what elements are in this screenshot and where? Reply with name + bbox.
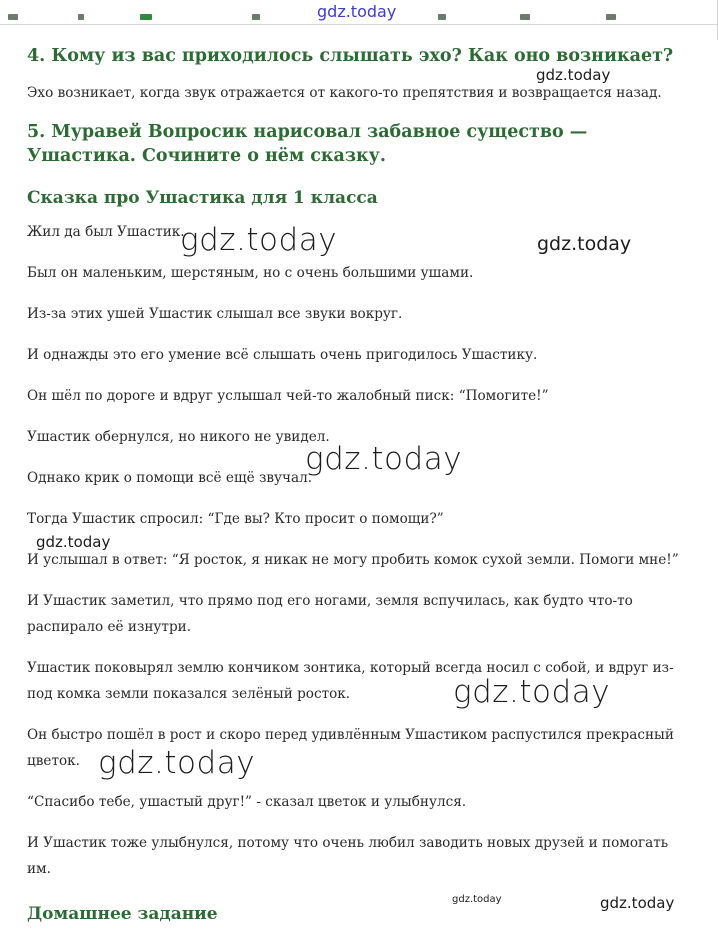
story-paragraph: И Ушастик тоже улыбнулся, потому что очень любил заводить новых друзей и помогать им. <box>27 835 669 877</box>
story-paragraph: Однако крик о помощи всё ещё звучал. <box>27 470 313 486</box>
story-paragraph: И однажды это его умение всё слышать очень пригодилось Ушастику. <box>27 347 538 363</box>
story-paragraph: Он быстро пошёл в рост и скоро перед удивлённым Ушастиком распустился прекрасный цветок. <box>27 727 674 769</box>
story-paragraph: “Спасибо тебе, ушастый друг!” - сказал цветок и улыбнулся. <box>27 794 467 810</box>
story-paragraph: Он шёл по дороге и вдруг услышал чей-то жалобный писк: “Помогите!” <box>27 388 549 404</box>
nav-fragment <box>606 14 616 20</box>
story-paragraph: И услышал в ответ: “Я росток, я никак не могу пробить комок сухой земли. Помоги мне!” <box>27 552 679 568</box>
story-paragraph: Жил да был Ушастик. <box>27 224 185 240</box>
watermark-text: gdz.today <box>536 66 611 84</box>
nav-fragment <box>140 14 152 20</box>
watermark-text: gdz.today <box>600 894 675 912</box>
homework-heading: Домашнее задание <box>27 904 218 924</box>
watermark-text: gdz.today <box>537 233 632 255</box>
story-paragraph: Ушастик обернулся, но никого не увидел. <box>27 429 330 445</box>
story-title: Сказка про Ушастика для 1 класса <box>27 188 378 208</box>
question-4-heading: 4. Кому из вас приходилось слышать эхо? Как оно возникает? <box>27 46 674 66</box>
question-5-heading: 5. Муравей Вопросик нарисовал забавное существо — Ушастика. Сочините о нём сказку. <box>27 122 588 166</box>
watermark-text: gdz.today <box>317 2 397 21</box>
watermark-text: gdz.today <box>305 441 463 477</box>
watermark-text: gdz.today <box>180 222 338 258</box>
watermark-text: gdz.today <box>98 745 256 781</box>
story-paragraph: Из-за этих ушей Ушастик слышал все звуки вокруг. <box>27 306 403 322</box>
nav-fragment <box>252 14 260 20</box>
watermark-text: gdz.today <box>452 894 502 905</box>
question-4-answer: Эхо возникает, когда звук отражается от какого-то препятствия и возвращается назад. <box>27 85 662 101</box>
story-paragraph: И Ушастик заметил, что прямо под его ногами, земля вспучилась, как будто что-то распирало её изнутри. <box>27 593 633 635</box>
nav-fragment <box>8 14 18 20</box>
watermark-text: gdz.today <box>453 674 611 710</box>
story-paragraph: Тогда Ушастик спросил: “Где вы? Кто просит о помощи?” <box>27 511 444 527</box>
nav-fragment <box>78 14 84 20</box>
nav-fragment <box>520 14 530 20</box>
story-paragraph: Был он маленьким, шерстяным, но с очень большими ушами. <box>27 265 474 281</box>
story-paragraph: Ушастик поковырял землю кончиком зонтика, который всегда носил с собой, и вдруг из-под комка земли показался зелёный росток. <box>27 660 674 702</box>
top-navigation-strip <box>0 0 718 25</box>
nav-fragment <box>438 14 446 20</box>
article-content <box>27 40 687 926</box>
watermark-text: gdz.today <box>36 533 111 551</box>
